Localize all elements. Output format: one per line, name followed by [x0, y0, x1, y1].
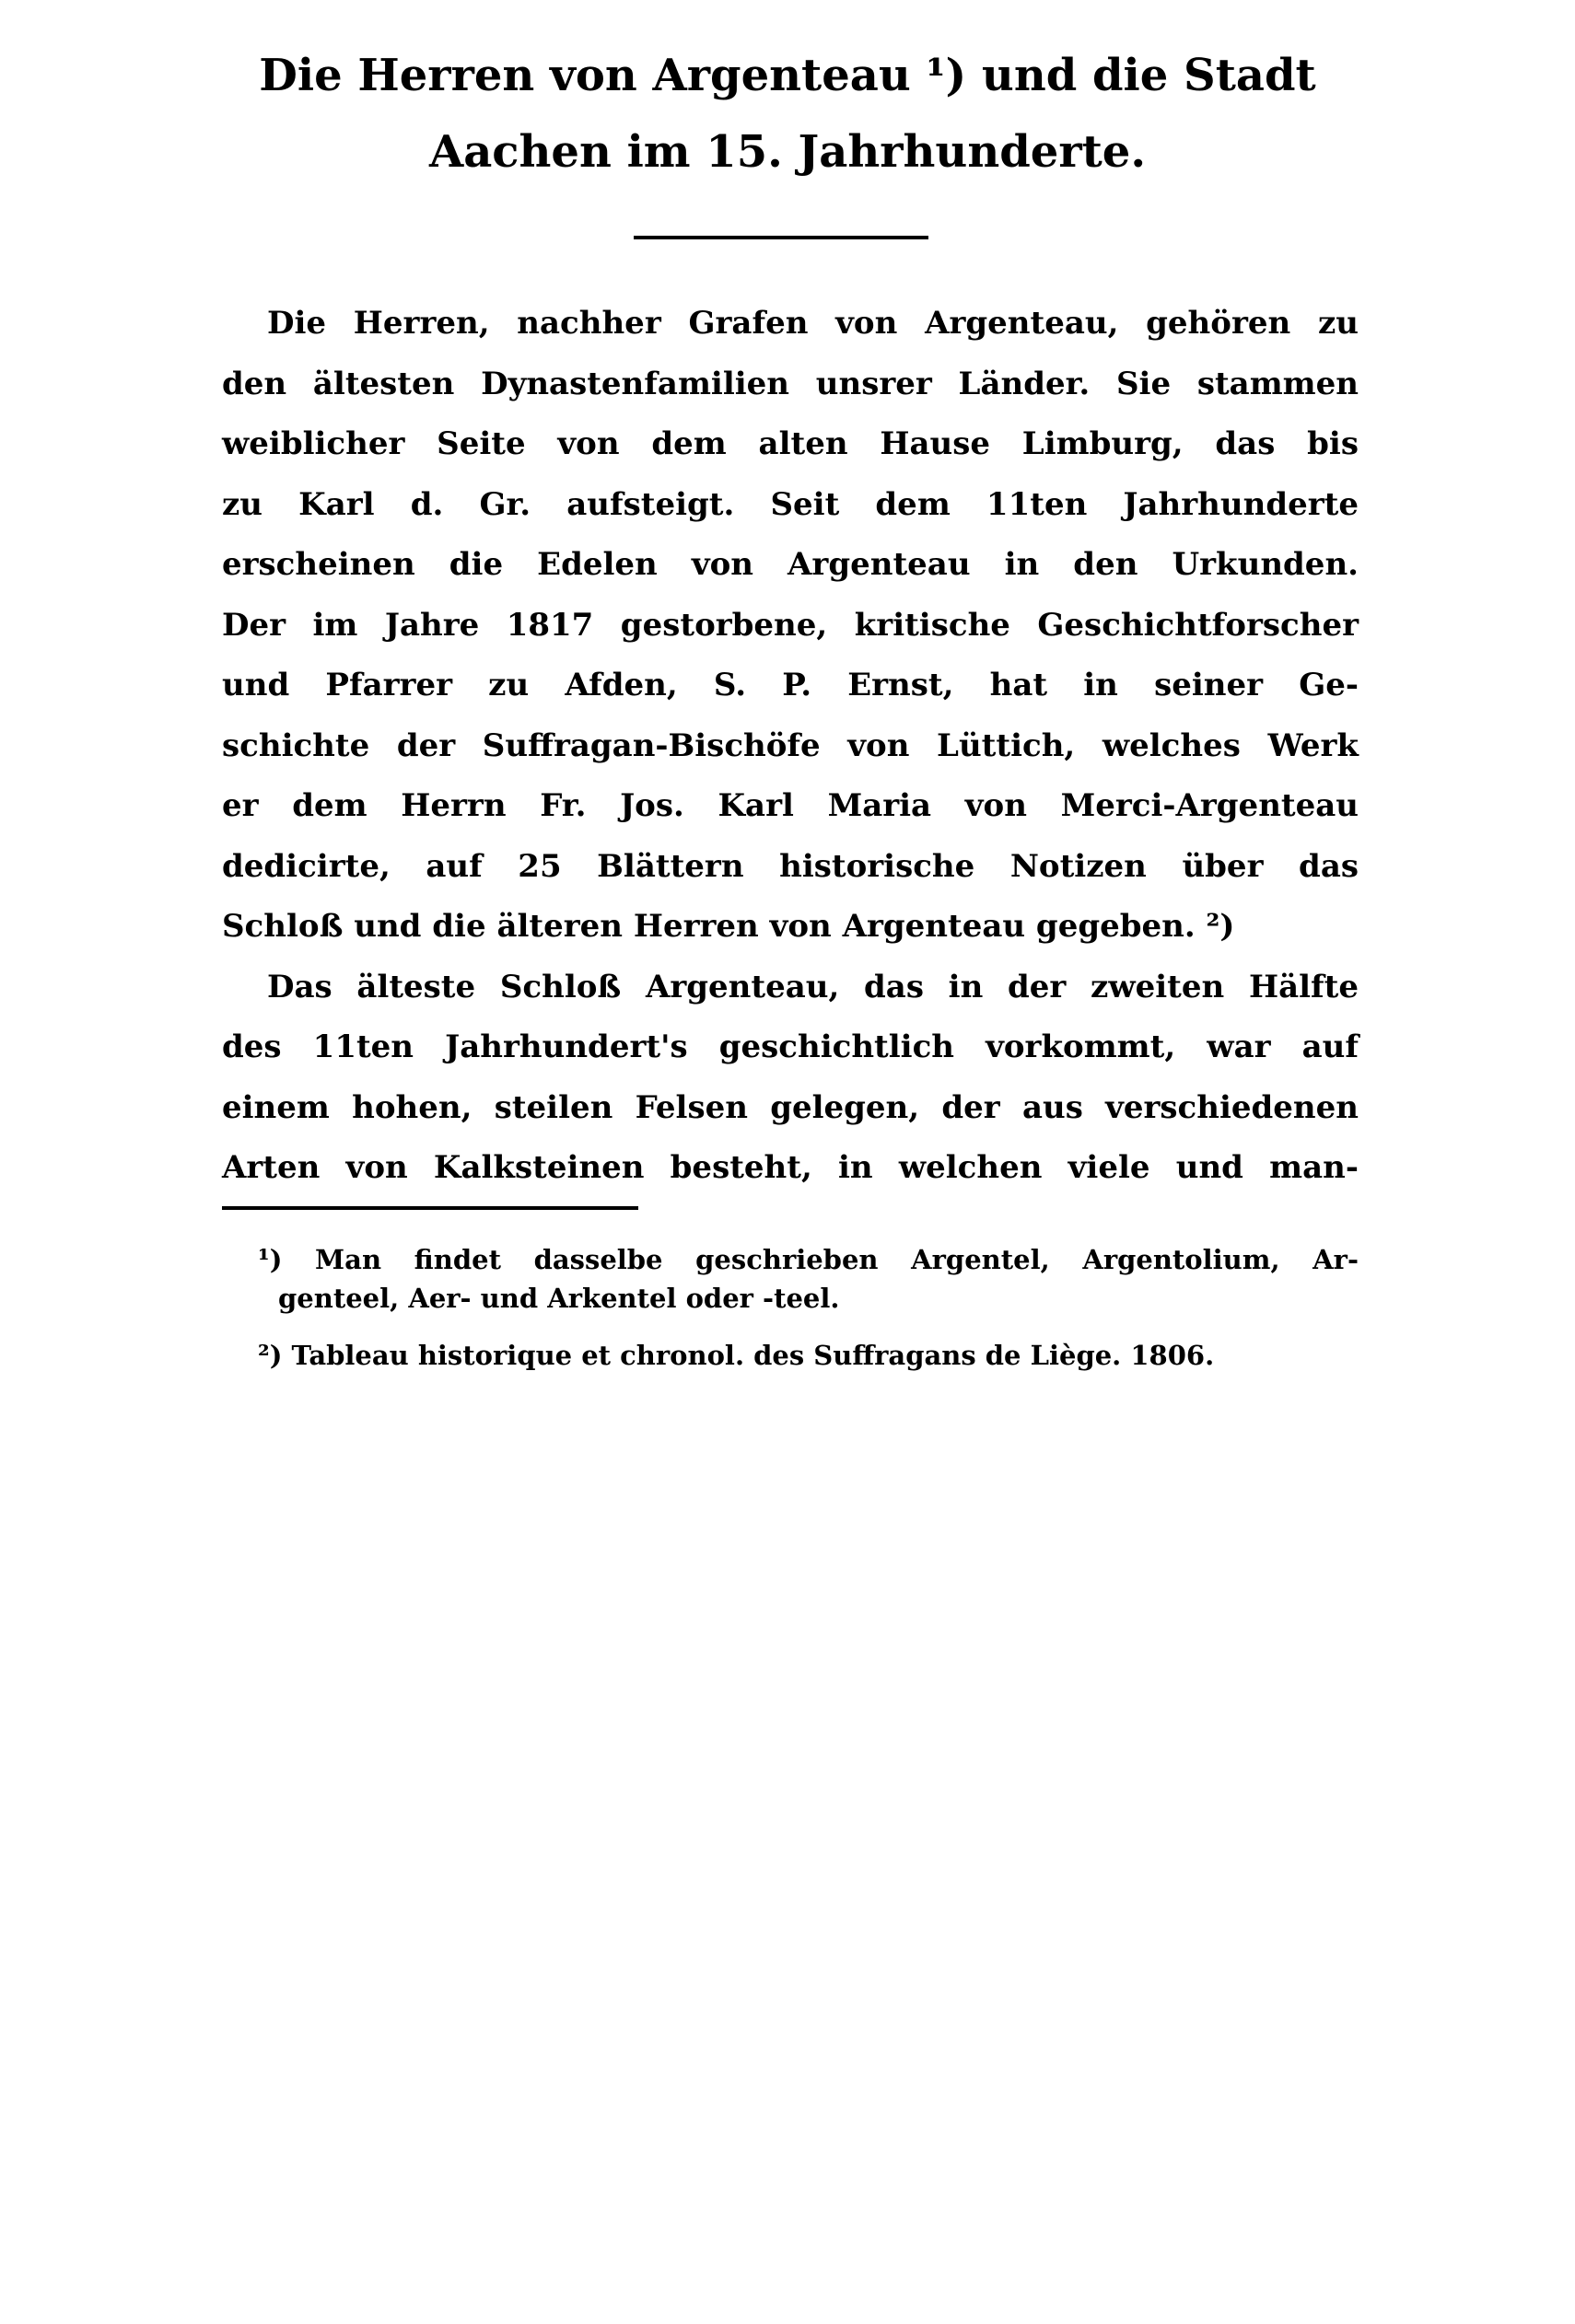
text-line: schichte der Suffragan-Bischöfe von Lüttich, welches Werk [222, 726, 1359, 764]
text-line: weiblicher Seite von dem alten Hause Limburg, das bis [222, 425, 1359, 462]
text-line: Der im Jahre 1817 gestorbene, kritische Geschichtforscher [222, 606, 1359, 644]
page-title-line-2: Aachen im 15. Jahrhunderte. [428, 126, 1147, 178]
text-line: Das älteste Schloß Argenteau, das in der zweiten Hälfte [267, 968, 1359, 1005]
text-line: und Pfarrer zu Afden, S. P. Ernst, hat in seiner Ge- [222, 667, 1359, 703]
text-line: Die Herren, nachher Grafen von Argenteau, gehören zu [267, 305, 1359, 342]
text-line: erscheinen die Edelen von Argenteau in den Urkunden. [222, 546, 1359, 583]
footnote-1: ¹) Man findet dasselbe geschrieben Argentel, Argentolium, Ar- [258, 1244, 1359, 1275]
text-line: Schloß und die älteren Herren von Argenteau gegeben. ²) [222, 908, 1235, 945]
page-title-line-1: Die Herren von Argenteau ¹) und die Stadt [259, 50, 1316, 101]
text-line: zu Karl d. Gr. aufsteigt. Seit dem 11ten Jahrhunderte [222, 485, 1359, 523]
footnote-divider [222, 1206, 638, 1210]
text-line: einem hohen, steilen Felsen gelegen, der aus verschiedenen [222, 1088, 1359, 1126]
text-line: den ältesten Dynastenfamilien unsrer Länder. Sie stammen [222, 365, 1359, 402]
title-divider [634, 236, 928, 239]
footnote-1-continued: genteel, Aer- und Arkentel oder -teel. [278, 1283, 840, 1314]
text-line: dedicirte, auf 25 Blättern historische Notizen über das [222, 847, 1359, 885]
text-line: Arten von Kalksteinen besteht, in welchen viele und man- [222, 1149, 1359, 1186]
text-line: er dem Herrn Fr. Jos. Karl Maria von Merci-Argenteau [222, 787, 1359, 824]
text-line: des 11ten Jahrhundert's geschichtlich vorkommt, war auf [222, 1028, 1359, 1065]
footnote-2: ²) Tableau historique et chronol. des Suffragans de Liège. 1806. [258, 1340, 1215, 1371]
